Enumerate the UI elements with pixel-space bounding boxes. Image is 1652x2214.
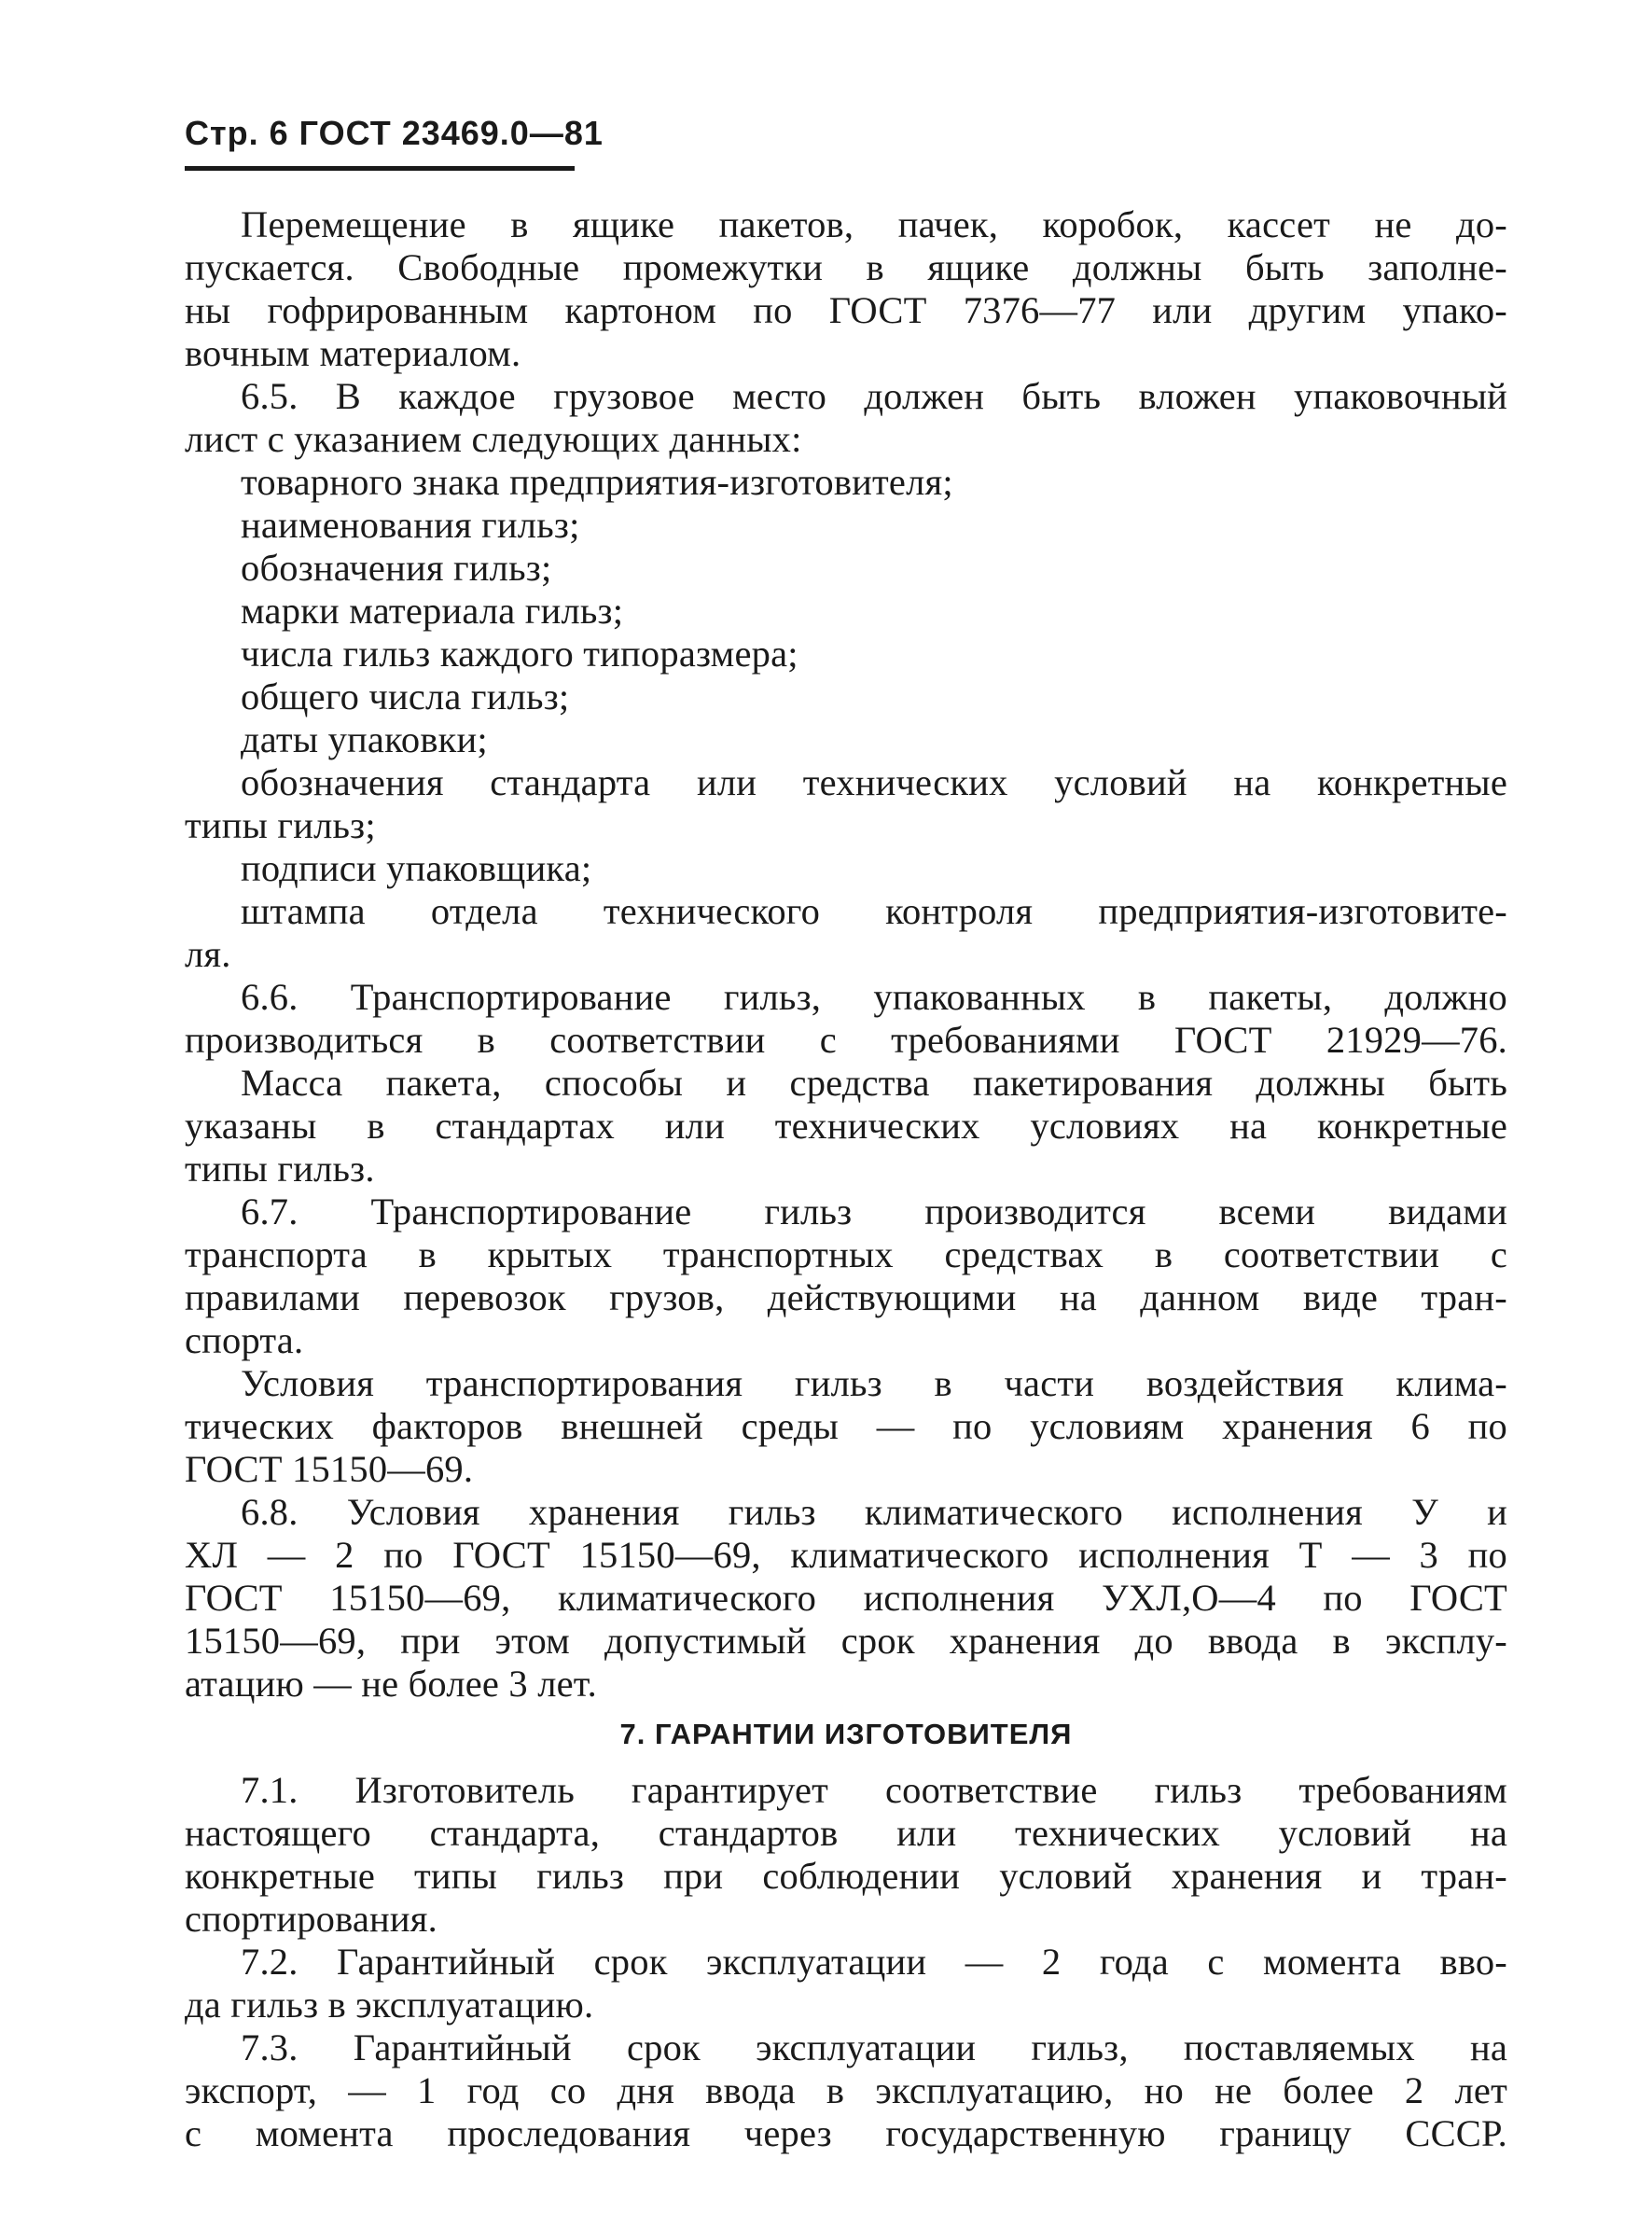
text-line: атацию — не более 3 лет. <box>185 1663 597 1705</box>
text-line: 6.7. Транспортирование гильз производится всеми видами <box>241 1191 1507 1232</box>
page-header <box>185 114 604 153</box>
text-line: 7.1. Изготовитель гарантирует соответствие гильз требованиям <box>241 1769 1507 1811</box>
text-line: конкретные типы гильз при соблюдении условий хранения и тран- <box>185 1855 1507 1897</box>
text-line: ны гофрированным картоном по ГОСТ 7376—77 или другим упако- <box>185 289 1507 331</box>
text-line: пускается. Свободные промежутки в ящике должны быть заполне- <box>185 246 1507 288</box>
text-line: 6.5. В каждое грузовое место должен быть вложен упаковочный <box>241 375 1507 417</box>
text-line: производиться в соответствии с требованиями ГОСТ 21929—76. <box>185 1019 1507 1061</box>
text-line: 6.6. Транспортирование гильз, упакованных в пакеты, должно <box>241 976 1507 1018</box>
list-item: обозначения стандарта или технических условий на конкретные <box>241 761 1507 803</box>
text-line: ГОСТ 15150—69. <box>185 1448 474 1490</box>
text-line: ГОСТ 15150—69, климатического исполнения УХЛ,О—4 по ГОСТ <box>185 1577 1507 1619</box>
text-line: 15150—69, при этом допустимый срок хранения до ввода в эксплу- <box>185 1620 1507 1662</box>
text-line: спортирования. <box>185 1898 437 1940</box>
text-line: настоящего стандарта, стандартов или технических условий на <box>185 1812 1507 1854</box>
list-item: подписи упаковщика; <box>241 847 592 889</box>
list-item: марки материала гильз; <box>241 590 624 632</box>
text-line: да гильз в эксплуатацию. <box>185 1984 594 2026</box>
list-item: штампа отдела технического контроля предприятия-изготовите- <box>241 890 1507 932</box>
list-item: общего числа гильз; <box>241 675 570 717</box>
text-line: типы гильз. <box>185 1148 375 1190</box>
text-line: с момента проследования через государственную границу СССР. <box>185 2112 1507 2154</box>
text-line: 7.2. Гарантийный срок эксплуатации — 2 года с момента вво- <box>241 1941 1507 1983</box>
text-line: ля. <box>185 933 231 975</box>
header-rule <box>185 166 575 171</box>
text-line: транспорта в крытых транспортных средствах в соответствии с <box>185 1233 1507 1275</box>
list-item: обозначения гильз; <box>241 547 552 589</box>
text-line: тических факторов внешней среды — по условиям хранения 6 по <box>185 1405 1507 1447</box>
text-line: экспорт, — 1 год со дня ввода в эксплуатацию, но не более 2 лет <box>185 2069 1507 2111</box>
list-item: наименования гильз; <box>241 504 580 546</box>
text-line: 6.8. Условия хранения гильз климатического исполнения У и <box>241 1491 1507 1533</box>
list-item: числа гильз каждого типоразмера; <box>241 633 798 675</box>
text-line: спорта. <box>185 1319 304 1361</box>
text-line: Масса пакета, способы и средства пакетирования должны быть <box>241 1062 1507 1104</box>
text-line: указаны в стандартах или технических условиях на конкретные <box>185 1105 1507 1147</box>
text-line: вочным материалом. <box>185 332 521 374</box>
text-line: 7.3. Гарантийный срок эксплуатации гильз, поставляемых на <box>241 2026 1507 2068</box>
section-title: 7. ГАРАНТИИ ИЗГОТОВИТЕЛЯ <box>619 1718 1073 1750</box>
list-item: даты упаковки; <box>241 718 488 760</box>
text-line: ХЛ — 2 по ГОСТ 15150—69, климатического исполнения Т — 3 по <box>185 1534 1507 1576</box>
list-item: товарного знака предприятия-изготовителя; <box>241 461 953 503</box>
text-line: лист с указанием следующих данных: <box>185 418 802 460</box>
standard-number: ГОСТ 23469.0—81 <box>298 114 604 152</box>
text-line: Условия транспортирования гильз в части воздействия клима- <box>241 1362 1507 1404</box>
text-line: Перемещение в ящике пакетов, пачек, коробок, кассет не до- <box>241 203 1507 245</box>
text-line: правилами перевозок грузов, действующими на данном виде тран- <box>185 1276 1507 1318</box>
text-line: типы гильз; <box>185 804 376 846</box>
page-number: Стр. 6 <box>185 114 289 152</box>
